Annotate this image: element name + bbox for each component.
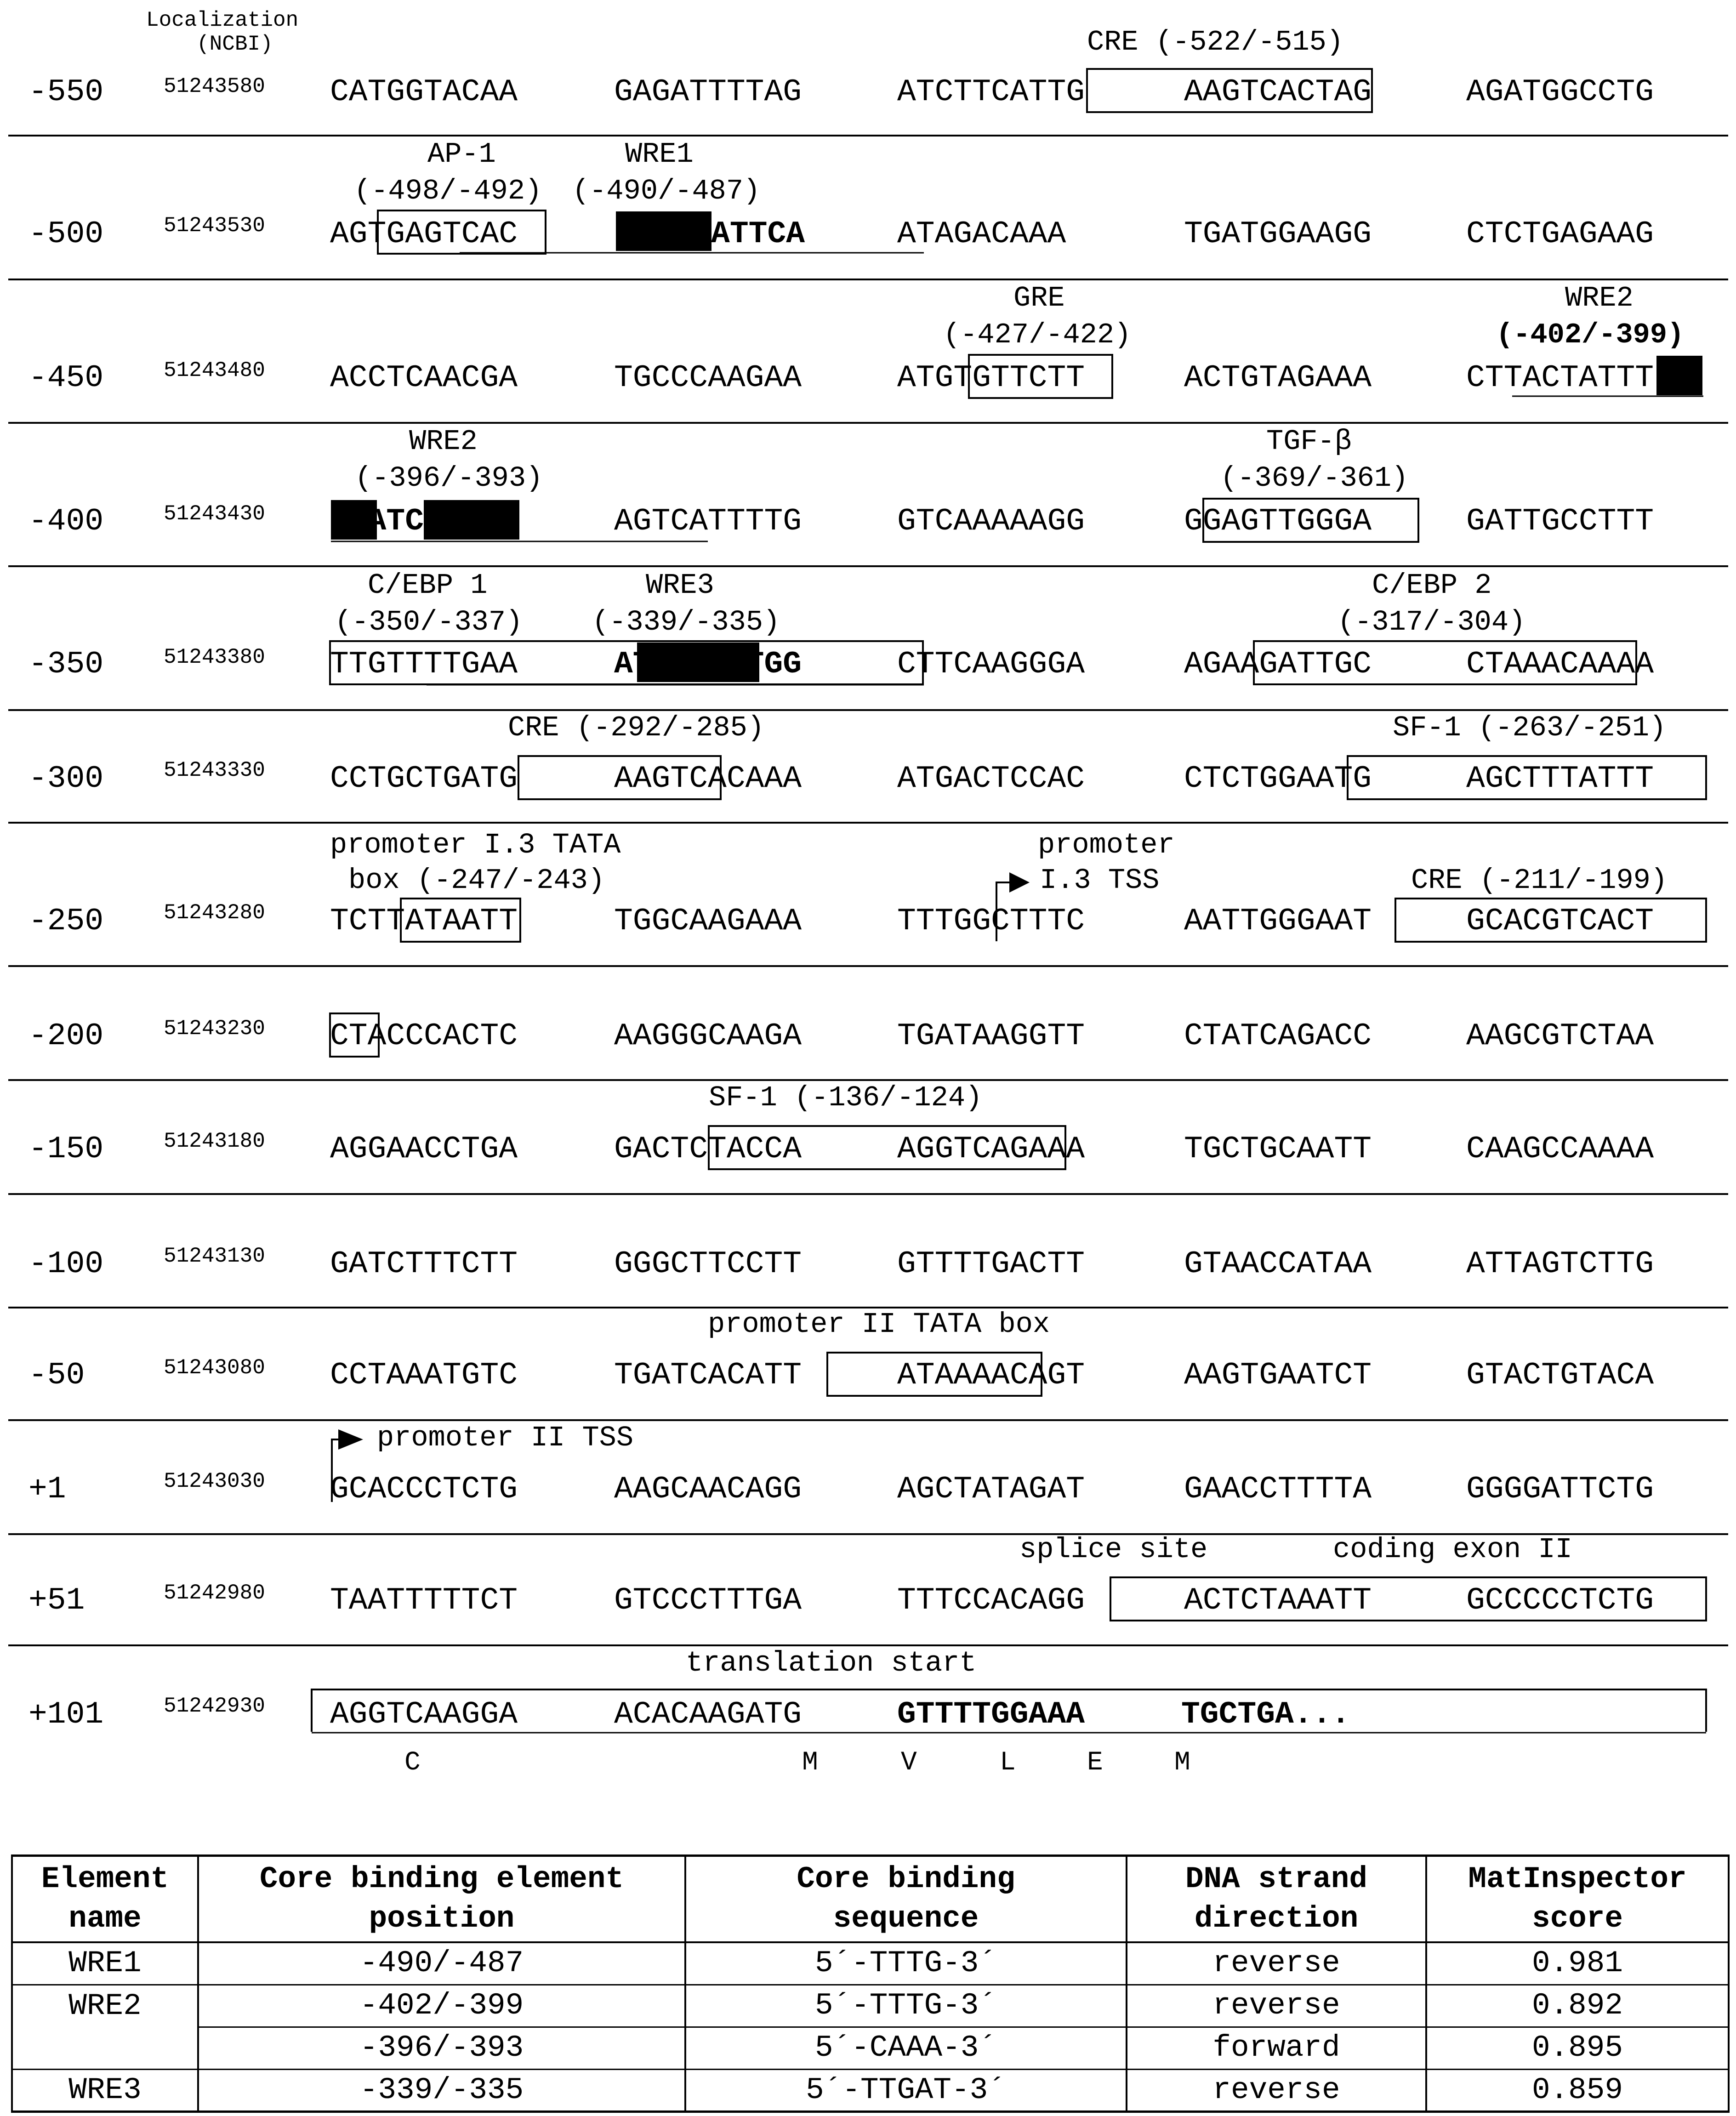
sequence-block: AGGAACCTGA bbox=[330, 1132, 518, 1167]
cebp2-position: (-317/-304) bbox=[1338, 606, 1526, 638]
cre-211-label: CRE (-211/-199) bbox=[1411, 864, 1668, 897]
wre2-a-position: (-402/-399) bbox=[1496, 319, 1685, 351]
sequence-block: ATAAAACAGT bbox=[897, 1358, 1085, 1393]
cell-score: 0.981 bbox=[1426, 1942, 1729, 1985]
sequence-block: AGGTCAAGGA bbox=[330, 1697, 518, 1732]
sequence-block: ACCTCAACGA bbox=[330, 360, 518, 396]
tss13-label-b: I.3 TSS bbox=[1040, 864, 1160, 897]
localization-header: Localization bbox=[146, 8, 299, 32]
sequence-block: CAAGCCAAAA bbox=[1466, 1132, 1654, 1167]
sequence-row-450 bbox=[330, 360, 1654, 396]
position-label: -50 bbox=[28, 1358, 85, 1393]
sequence-row-200 bbox=[330, 1018, 1654, 1054]
wre2-a-label: WRE2 bbox=[1565, 282, 1634, 314]
exon2-label: coding exon II bbox=[1333, 1533, 1572, 1566]
ncbi-header: (NCBI) bbox=[197, 32, 273, 56]
cre-522-label: CRE (-522/-515) bbox=[1087, 26, 1344, 58]
sequence-block: ATGACTCCAC bbox=[897, 761, 1085, 796]
sequence-block: GTAACCATAA bbox=[1184, 1246, 1372, 1282]
genomic-coordinate: 51243330 bbox=[164, 758, 265, 782]
sequence-block: AGTGAGTCAC bbox=[330, 216, 518, 252]
sequence-block: TTTGAATTCA bbox=[617, 216, 805, 252]
sequence-block: GGGGATTCTG bbox=[1466, 1472, 1654, 1507]
cell-name: WRE2 bbox=[12, 1985, 198, 2027]
cell-name: WRE3 bbox=[12, 2069, 198, 2111]
cebp1-label: C/EBP 1 bbox=[368, 569, 488, 602]
table-row bbox=[12, 2069, 1729, 2111]
cre-292-label: CRE (-292/-285) bbox=[508, 711, 765, 744]
sequence-row-550 bbox=[330, 74, 1654, 110]
genomic-coordinate: 51242930 bbox=[164, 1694, 265, 1718]
cell-sequence: 5´-TTGAT-3´ bbox=[685, 2069, 1127, 2111]
sequence-block: ATCTTCATTG bbox=[897, 74, 1085, 110]
sequence-row-plus51 bbox=[330, 1583, 1654, 1618]
cell-direction: reverse bbox=[1127, 1942, 1426, 1985]
cell-name: WRE1 bbox=[12, 1942, 198, 1985]
sequence-block: AAGGGCAAGA bbox=[614, 1018, 802, 1054]
sequence-block: GACTCTACCA bbox=[614, 1132, 802, 1167]
header-element-name: Element name bbox=[12, 1856, 198, 1943]
sf1-136-label: SF-1 (-136/-124) bbox=[709, 1081, 983, 1114]
cell-direction: reverse bbox=[1127, 2069, 1426, 2111]
position-label: -100 bbox=[28, 1246, 104, 1282]
genomic-coordinate: 51243480 bbox=[164, 358, 265, 382]
genomic-coordinate: 51243430 bbox=[164, 502, 265, 526]
amino-acid: M bbox=[1174, 1748, 1190, 1778]
position-label: -450 bbox=[28, 360, 104, 396]
cell-position: -339/-335 bbox=[198, 2069, 685, 2111]
sequence-row-150 bbox=[330, 1132, 1654, 1167]
genomic-coordinate: 51243280 bbox=[164, 901, 265, 925]
sequence-block: CTTCAAGGGA bbox=[897, 647, 1085, 682]
gre-label: GRE bbox=[1013, 282, 1065, 314]
genomic-coordinate: 51243130 bbox=[164, 1244, 265, 1268]
amino-acid: V bbox=[901, 1748, 917, 1778]
cell-position: -402/-399 bbox=[198, 1985, 685, 2027]
wre1-position: (-490/-487) bbox=[572, 175, 761, 207]
sequence-block: GCCCCCTCTG bbox=[1466, 1583, 1654, 1618]
ap1-position: (-498/-492) bbox=[354, 175, 542, 207]
sequence-block: AAGTCACTAG bbox=[1184, 74, 1372, 110]
table-header-row bbox=[12, 1856, 1729, 1943]
header-core-sequence: Core binding sequence bbox=[685, 1856, 1127, 1943]
tgfb-label: TGF-β bbox=[1266, 425, 1352, 458]
amino-acid: L bbox=[1000, 1748, 1016, 1778]
sequence-block: TGCCCAAGAA bbox=[614, 360, 802, 396]
tata13-label-b: box (-247/-243) bbox=[348, 864, 605, 897]
sequence-block: ATAGACAAA bbox=[897, 216, 1066, 252]
sequence-block: GATCTTTCTT bbox=[330, 1246, 518, 1282]
header-matinspector-score: MatInspector score bbox=[1426, 1856, 1729, 1943]
amino-acid: E bbox=[1087, 1748, 1103, 1778]
position-label: -500 bbox=[28, 216, 104, 252]
sequence-block: AGAAGATTGC bbox=[1184, 647, 1372, 682]
sequence-block: ATTAGTCTTG bbox=[1466, 1246, 1654, 1282]
sequence-block: GTACTGTACA bbox=[1466, 1358, 1654, 1393]
amino-acid: C bbox=[404, 1748, 421, 1778]
sequence-block: CTCTGAGAAG bbox=[1466, 216, 1654, 252]
cell-score: 0.895 bbox=[1426, 2027, 1729, 2069]
cell-score: 0.892 bbox=[1426, 1985, 1729, 2027]
sequence-block: AGGTCAGAAA bbox=[897, 1132, 1085, 1167]
cell-sequence: 5´-CAAA-3´ bbox=[685, 2027, 1127, 2069]
sequence-block: TTTGGCTTTC bbox=[897, 904, 1085, 939]
sequence-block: CCTGCTGATG bbox=[330, 761, 518, 796]
sequence-row-50 bbox=[330, 1358, 1654, 1393]
sequence-block: GATTGCCTTT bbox=[1466, 504, 1654, 539]
sequence-block: CCTAAATGTC bbox=[330, 1358, 518, 1393]
sequence-block: AGATGGCCTG bbox=[1466, 74, 1654, 110]
cell-position: -396/-393 bbox=[198, 2027, 685, 2069]
sequence-block: TGATCACATT bbox=[614, 1358, 802, 1393]
sequence-block: CTACCCACTC bbox=[330, 1018, 518, 1054]
tata13-label-a: promoter I.3 TATA bbox=[330, 829, 621, 861]
genomic-coordinate: 51243530 bbox=[164, 214, 265, 238]
sequence-block: AGCTATAGAT bbox=[897, 1472, 1085, 1507]
wre-summary-table bbox=[11, 1854, 1730, 2113]
sequence-block: GAGATTTTAG bbox=[614, 74, 802, 110]
sequence-block: AAGCAACAGG bbox=[614, 1472, 802, 1507]
genomic-coordinate: 51243030 bbox=[164, 1469, 265, 1493]
sequence-block: ATGTGTTCTT bbox=[897, 360, 1085, 396]
table-row bbox=[12, 2027, 1729, 2069]
sequence-row-400 bbox=[330, 504, 1654, 539]
sequence-block: ACTGTAGAAA bbox=[1184, 360, 1372, 396]
annotation-labels bbox=[330, 26, 1684, 1679]
sequence-block: ACACAAGATG bbox=[614, 1697, 802, 1732]
amino-acid: M bbox=[802, 1748, 818, 1778]
tss13-label-a: promoter bbox=[1038, 829, 1175, 861]
sequence-block: CTTACTATTT bbox=[1466, 360, 1654, 396]
tata2-label: promoter II TATA box bbox=[708, 1308, 1050, 1341]
table-row bbox=[12, 1985, 1729, 2027]
tss2-label: promoter II TSS bbox=[377, 1422, 634, 1454]
sequence-block: TGCTGCAATT bbox=[1184, 1132, 1372, 1167]
splice-site-label: splice site bbox=[1019, 1533, 1208, 1566]
genomic-coordinate: 51243180 bbox=[164, 1129, 265, 1153]
cell-direction: forward bbox=[1127, 2027, 1426, 2069]
sequence-block: AGCTTTATTT bbox=[1466, 761, 1654, 796]
tgfb-position: (-369/-361) bbox=[1220, 462, 1409, 495]
genomic-coordinate: 51242980 bbox=[164, 1581, 265, 1605]
sequence-block: ACTCTAAATT bbox=[1184, 1583, 1372, 1618]
sf1-263-label: SF-1 (-263/-251) bbox=[1393, 711, 1667, 744]
sequence-block: GGAGTTGGGA bbox=[1184, 504, 1372, 539]
genomic-coordinates bbox=[164, 74, 265, 1718]
sequence-row-plus1 bbox=[330, 1472, 1654, 1507]
sequence-block: ATTGATTTGG bbox=[614, 647, 802, 682]
sequence-block: AGTCATTTTG bbox=[614, 504, 802, 539]
cell-sequence: 5´-TTTG-3´ bbox=[685, 1985, 1127, 2027]
sequence-block: CTAAACAAAA bbox=[1466, 647, 1654, 682]
sequence-block: GCACCCTCTG bbox=[330, 1472, 518, 1507]
gre-position: (-427/-422) bbox=[943, 319, 1132, 351]
sequence-block: GTTTTGGAAA bbox=[897, 1697, 1085, 1732]
sequence-block: GCACGTCACT bbox=[1466, 904, 1654, 939]
table-row bbox=[12, 1942, 1729, 1985]
genomic-coordinate: 51243080 bbox=[164, 1356, 265, 1380]
sequence-block: TGCTGA... bbox=[1181, 1697, 1350, 1732]
sequence-block: GTTTTGACTT bbox=[897, 1246, 1085, 1282]
position-labels bbox=[28, 74, 103, 1732]
header-strand-direction: DNA strand direction bbox=[1127, 1856, 1426, 1943]
position-label: -250 bbox=[28, 904, 104, 939]
sequence-block: TGATCAAAAA bbox=[330, 504, 518, 539]
position-label: +101 bbox=[28, 1697, 104, 1732]
wre3-position: (-339/-335) bbox=[592, 606, 780, 638]
position-label: -550 bbox=[28, 74, 104, 110]
wre2-b-label: WRE2 bbox=[409, 425, 478, 458]
position-label: -350 bbox=[28, 647, 104, 682]
sequence-block: TTTCCACAGG bbox=[897, 1583, 1085, 1618]
wre3-label: WRE3 bbox=[646, 569, 714, 602]
sequence-row-100 bbox=[330, 1246, 1654, 1282]
sequence-block: GGGCTTCCTT bbox=[614, 1246, 802, 1282]
ap1-label: AP-1 bbox=[427, 138, 496, 171]
position-label: -300 bbox=[28, 761, 104, 796]
amino-acid-translation bbox=[404, 1748, 1190, 1778]
sequence-block: TGATAAGGTT bbox=[897, 1018, 1085, 1054]
sequence-row-plus101 bbox=[330, 1697, 1350, 1732]
cell-sequence: 5´-TTTG-3´ bbox=[685, 1942, 1127, 1985]
sequence-block: CATGGTACAA bbox=[330, 74, 518, 110]
position-label: +51 bbox=[28, 1583, 85, 1618]
sequence-block: TCTTATAATT bbox=[330, 904, 518, 939]
sequence-row-300 bbox=[330, 761, 1654, 796]
sequence-row-250 bbox=[330, 904, 1654, 939]
sequence-block: AAGCGTCTAA bbox=[1466, 1018, 1654, 1054]
wre2-b-position: (-396/-393) bbox=[355, 462, 543, 495]
genomic-coordinate: 51243580 bbox=[164, 74, 265, 98]
sequence-row-350 bbox=[330, 647, 1654, 682]
wre1-label: WRE1 bbox=[625, 138, 694, 171]
position-label: -150 bbox=[28, 1132, 104, 1167]
cebp1-position: (-350/-337) bbox=[335, 606, 523, 638]
sequence-block: AAGTGAATCT bbox=[1184, 1358, 1372, 1393]
position-label: -400 bbox=[28, 504, 104, 539]
sequence-block: TTGTTTTGAA bbox=[330, 647, 518, 682]
sequence-row-500 bbox=[330, 216, 1654, 252]
sequence-block: CTATCAGACC bbox=[1184, 1018, 1372, 1054]
translation-start-label: translation start bbox=[686, 1647, 977, 1679]
sequence-block: CTCTGGAATG bbox=[1184, 761, 1372, 796]
cell-name bbox=[12, 2027, 198, 2069]
sequence-block: AATTGGGAAT bbox=[1184, 904, 1372, 939]
sequence-block: GAACCTTTTA bbox=[1184, 1472, 1372, 1507]
genomic-coordinate: 51243380 bbox=[164, 645, 265, 669]
cell-position: -490/-487 bbox=[198, 1942, 685, 1985]
position-label: +1 bbox=[28, 1472, 66, 1507]
cebp2-label: C/EBP 2 bbox=[1372, 569, 1492, 602]
sequence-block: TAATTTTTCT bbox=[330, 1583, 518, 1618]
header-core-position: Core binding element position bbox=[198, 1856, 685, 1943]
sequence-block: GTCCCTTTGA bbox=[614, 1583, 802, 1618]
sequence-block: TGGCAAGAAA bbox=[614, 904, 802, 939]
sequence-block: AAGTCACAAA bbox=[614, 761, 802, 796]
cell-score: 0.859 bbox=[1426, 2069, 1729, 2111]
genomic-coordinate: 51243230 bbox=[164, 1017, 265, 1041]
sequence-block: GTCAAAAAGG bbox=[897, 504, 1085, 539]
cell-direction: reverse bbox=[1127, 1985, 1426, 2027]
sequence-block: TGATGGAAGG bbox=[1184, 216, 1372, 252]
position-label: -200 bbox=[28, 1018, 104, 1054]
